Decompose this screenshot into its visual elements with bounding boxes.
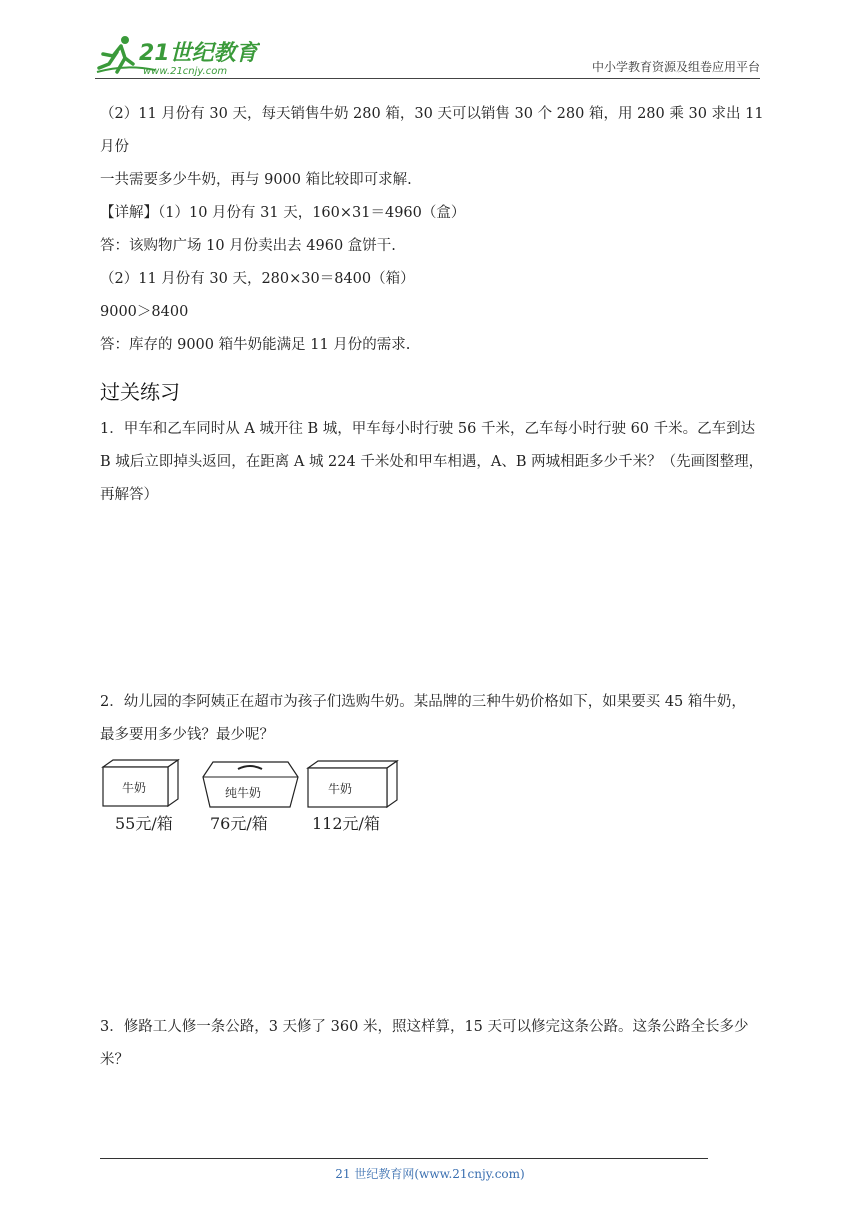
milk-price-figure [100,757,410,837]
question-line: 米？ [100,1052,129,1068]
footer-divider [100,1158,708,1159]
header-platform-text: 中小学教育资源及组卷应用平台 [591,60,760,74]
box-label: 纯牛奶 [225,786,262,800]
question-line: 再解答） [100,487,158,503]
answer-line: 答：该购物广场 10 月份卖出去 4960 盒饼干. [100,238,396,254]
answer-line: 一共需要多少牛奶，再与 9000 箱比较即可求解. [100,172,412,188]
header-divider [95,78,760,79]
box-label: 牛奶 [122,781,147,795]
footer-link[interactable]: 21 世纪教育网(www.21cnjy.com) [335,1167,525,1181]
answer-line: 9000＞8400 [100,304,189,320]
answer-block [100,98,765,362]
question-line: 1．甲车和乙车同时从 A 城开往 B 城，甲车每小时行驶 56 千米，乙车每小时行驶 60 千米。乙车到达 [100,421,756,437]
answer-line: 【详解】（1）10 月份有 31 天，160×31＝4960（盒） [100,205,466,221]
question-2 [100,686,765,752]
question-line: 最多要用多少钱？最少呢？ [100,727,274,743]
box-price: 76元/箱 [210,814,268,833]
answer-line: （2）11 月份有 30 天，每天销售牛奶 280 箱，30 天可以销售 30 个 280 箱，用 280 乘 30 求出 11 月份 [100,106,764,155]
question-line: B 城后立即掉头返回，在距离 A 城 224 千米处和甲车相遇，A、B 两城相距多少千米？（先画图整理， [100,454,764,470]
answer-line: （2）11 月份有 30 天，280×30＝8400（箱） [100,271,415,287]
box-price: 55元/箱 [115,814,173,833]
question-1 [100,413,765,512]
milk-box-3 [308,761,397,833]
page-header [95,28,760,80]
logo-url: www.21cnjy.com [143,66,228,77]
logo [95,34,260,78]
question-3 [100,1011,765,1077]
box-price: 112元/箱 [312,814,380,833]
milk-box-2 [203,762,298,833]
answer-line: 答：库存的 9000 箱牛奶能满足 11 月份的需求. [100,337,411,353]
question-line: 3．修路工人修一条公路，3 天修了 360 米，照这样算，15 天可以修完这条公路。这条公路全长多少 [100,1019,749,1035]
section-title: 过关练习 [100,380,180,404]
question-line: 2．幼儿园的李阿姨正在超市为孩子们选购牛奶。某品牌的三种牛奶价格如下，如果要买 45 箱牛奶， [100,694,746,710]
milk-box-1 [103,760,178,833]
box-label: 牛奶 [328,782,353,796]
logo-text: 21世纪教育 [139,41,258,66]
